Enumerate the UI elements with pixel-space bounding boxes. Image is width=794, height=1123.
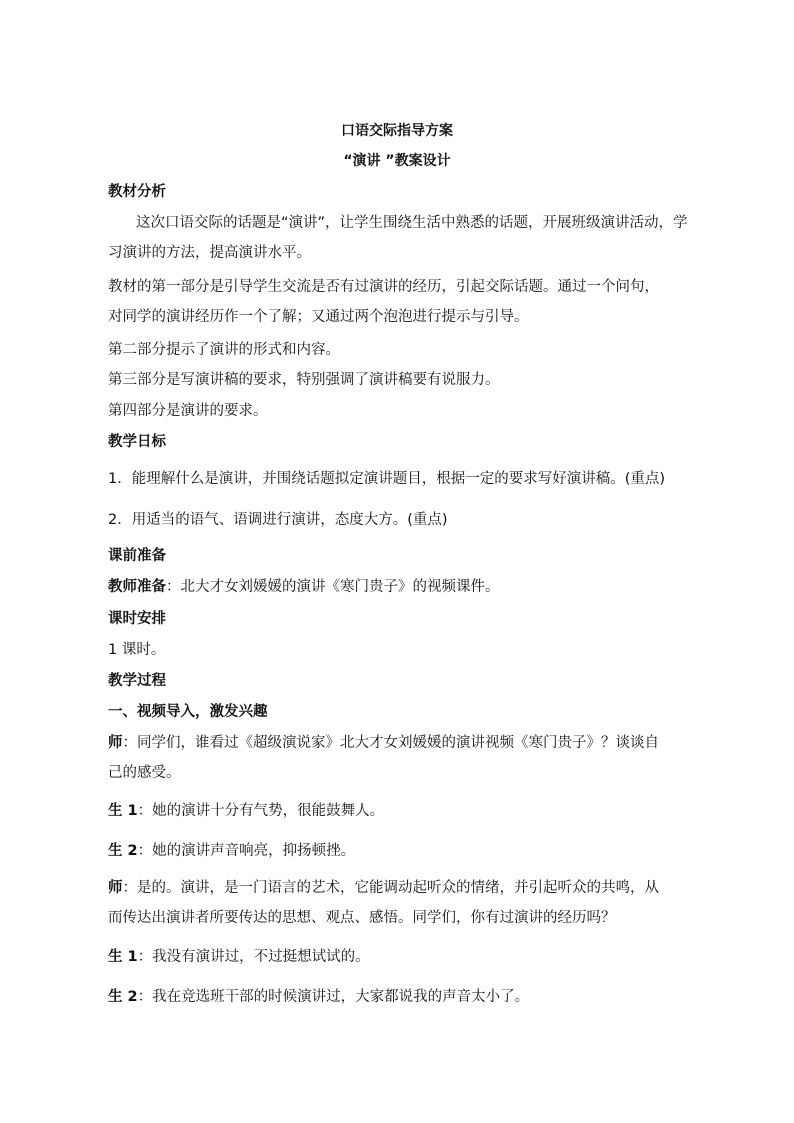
- dialogue-line: [108, 841, 355, 861]
- dialogue-text: ：是的。演讲，是一门语言的艺术，它能调动起听众的情绪，并引起听众的共鸣，从: [122, 880, 659, 896]
- dialogue-line: [108, 947, 370, 967]
- dialogue-text: ：她的演讲十分有气势，很能鼓舞人。: [137, 803, 385, 819]
- section-heading-textbook-analysis: 教材分析: [108, 184, 166, 200]
- paragraph-line: 习演讲的方法，提高演讲水平。: [108, 245, 311, 261]
- paragraph-line: 第四部分是演讲的要求。: [108, 403, 268, 419]
- paragraph-line: 教材的第一部分是引导学生交流是否有过演讲的经历，引起交际话题。通过一个问句，: [108, 279, 659, 295]
- dialogue-text: ：同学们，谁看过《超级演说家》北大才女刘媛媛的演讲视频《寒门贵子》？谈谈自: [122, 735, 659, 751]
- goal-item: 1．能理解什么是演讲，并围绕话题拟定演讲题目，根据一定的要求写好演讲稿。(重点): [108, 471, 666, 487]
- document-subtitle: “演讲 ”教案设计: [343, 153, 451, 169]
- goal-item: 2．用适当的语气、语调进行演讲，态度大方。(重点): [108, 512, 448, 528]
- speaker-label: 师: [108, 880, 123, 896]
- paragraph-line: 第三部分是写演讲稿的要求，特别强调了演讲稿要有说服力。: [108, 372, 500, 388]
- document-title: 口语交际指导方案: [341, 123, 453, 139]
- section-heading-schedule: 课时安排: [108, 611, 166, 627]
- section-heading-preparation: 课前准备: [108, 548, 166, 564]
- preparation-label: 教师准备: [108, 579, 166, 595]
- dialogue-text: ：她的演讲声音响亮，抑扬顿挫。: [137, 843, 356, 859]
- dialogue-line: [108, 733, 659, 753]
- speaker-label: 生 2: [108, 989, 138, 1005]
- section-heading-goals: 教学日标: [108, 434, 166, 450]
- dialogue-line: [108, 801, 384, 821]
- dialogue-line: 而传达出演讲者所要传达的思想、观点、感悟。同学们，你有过演讲的经历吗？: [108, 910, 616, 926]
- process-step-heading: 一、视频导入，激发兴趣: [108, 704, 268, 720]
- paragraph-line: 对同学的演讲经历作一个了解；又通过两个泡泡进行提示与引导。: [108, 309, 529, 325]
- speaker-label: 生 2: [108, 843, 138, 859]
- speaker-label: 师: [108, 735, 123, 751]
- section-heading-process: 教学过程: [108, 673, 166, 689]
- schedule-text: 1 课时。: [108, 642, 166, 658]
- paragraph-line: 第二部分提示了演讲的形式和内容。: [108, 342, 340, 358]
- dialogue-line: 己的感受。: [108, 765, 181, 781]
- dialogue-text: ：我在竞选班干部的时候演讲过，大家都说我的声音太小了。: [137, 989, 530, 1005]
- dialogue-line: [108, 987, 529, 1007]
- paragraph-line: 这次口语交际的话题是“演讲”，让学生围绕生活中熟悉的话题，开展班级演讲活动，学: [136, 215, 688, 231]
- dialogue-line: [108, 878, 659, 898]
- preparation-text: ：北大才女刘媛媛的演讲《寒门贵子》的视频课件。: [166, 579, 500, 595]
- dialogue-text: ：我没有演讲过，不过挺想试试的。: [137, 949, 370, 965]
- speaker-label: 生 1: [108, 803, 138, 819]
- speaker-label: 生 1: [108, 949, 138, 965]
- preparation-line: [108, 577, 500, 597]
